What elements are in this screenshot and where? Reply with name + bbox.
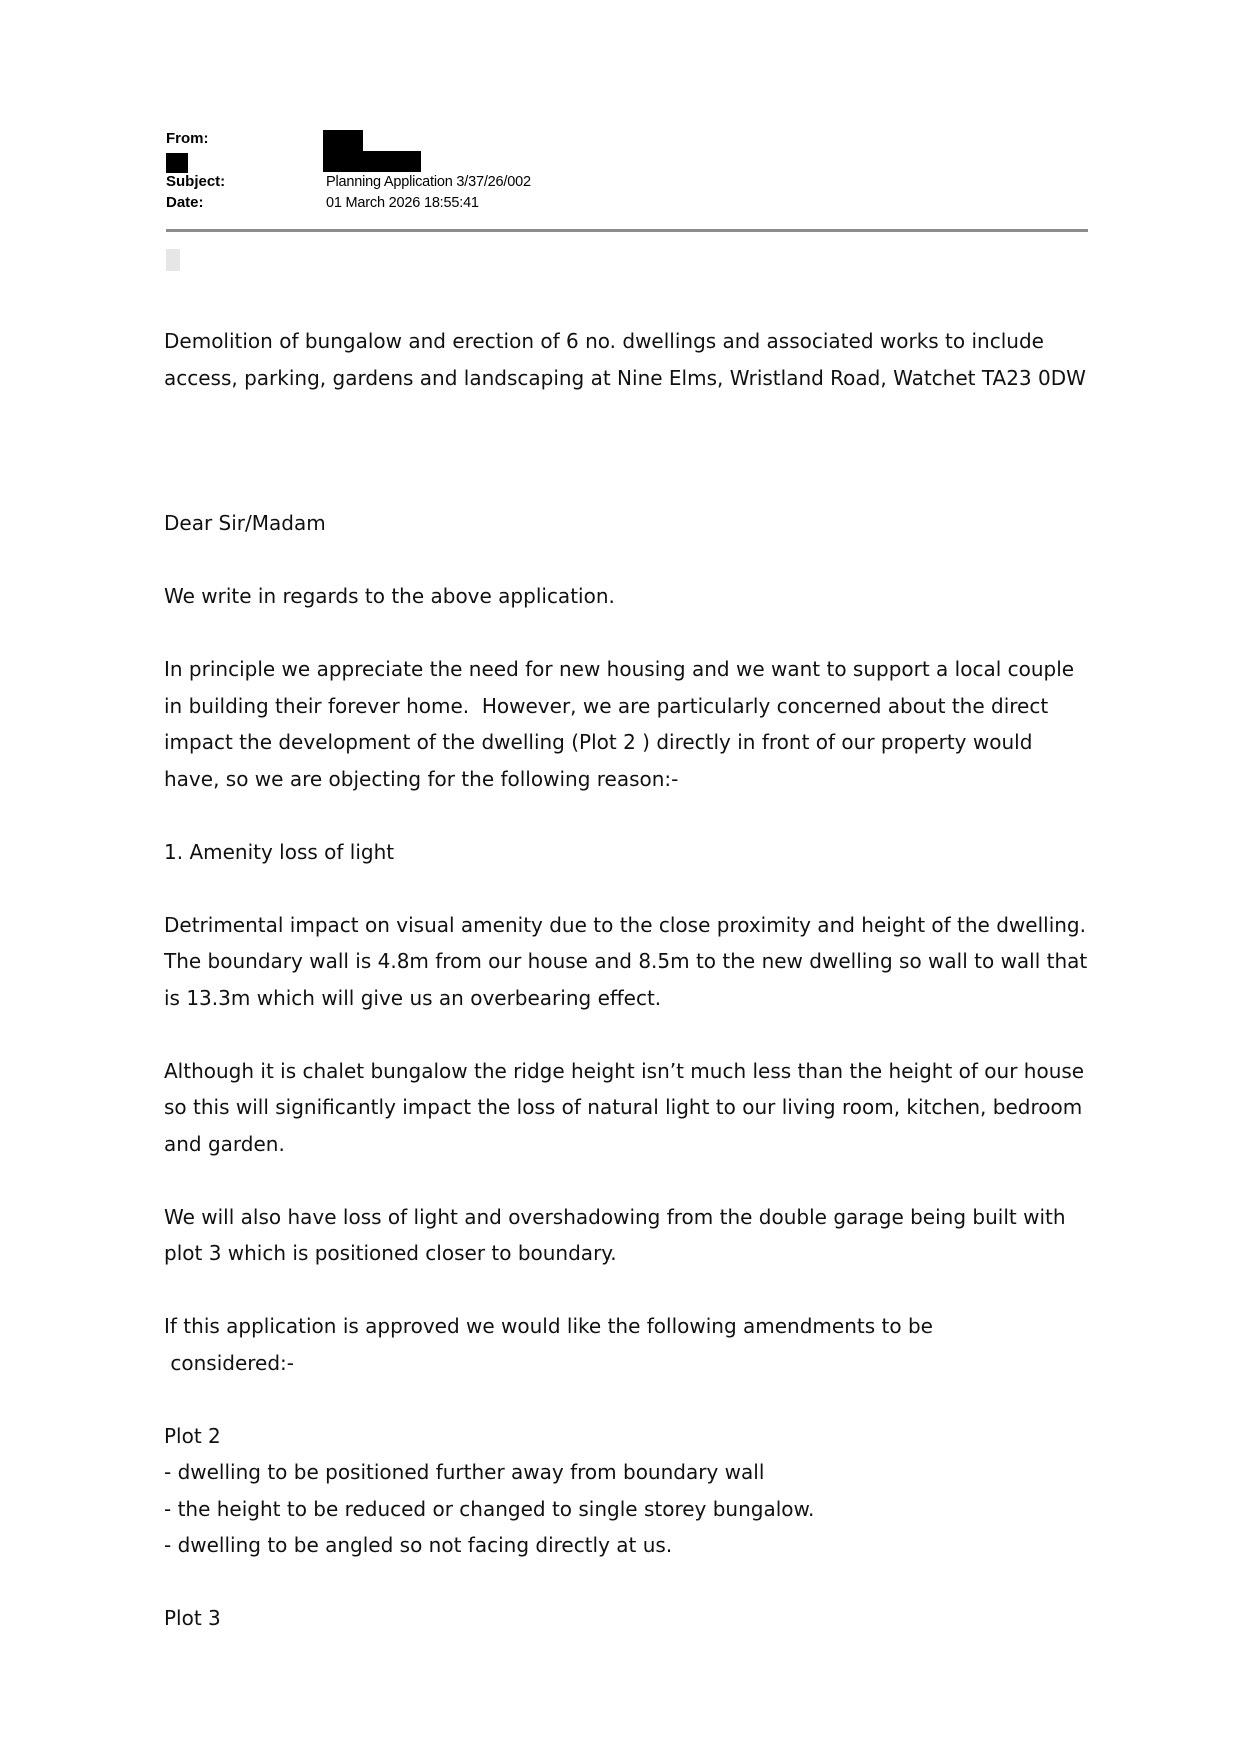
email-header xyxy=(166,130,1088,234)
plot2-heading: Plot 2 xyxy=(164,1423,221,1448)
proposal-description: Demolition of bungalow and erection of 6 no. dwellings and associated works to include access, parking, gardens and landscaping at Nine Elms, Wristland Road, Watchet TA23 0DW xyxy=(164,329,1086,390)
from-label: From: xyxy=(166,130,209,147)
plot2-item: - the height to be reduced or changed to single storey bungalow. xyxy=(164,1496,815,1521)
reason-paragraph-2: Although it is chalet bungalow the ridge height isn’t much less than the height of our house so this will significantly impact the loss of natural light to our living room, kitchen, bedroom and garden. xyxy=(164,1058,1091,1156)
plot2-item: - dwelling to be angled so not facing directly at us. xyxy=(164,1533,673,1557)
subject-value: Planning Application 3/37/26/002 xyxy=(326,174,531,190)
intro-paragraph: We write in regards to the above application. xyxy=(164,584,615,608)
redacted-sender-address xyxy=(323,151,421,172)
principle-paragraph: In principle we appreciate the need for new housing and we want to support a local couple in building their forever home. However, we are particularly concerned about the direct impact the development of the dwelling (Plot 2 ) directly in front of our property would have, so we are objecting for the following reason:- xyxy=(164,657,1081,791)
letter-body xyxy=(164,323,1094,1637)
salutation: Dear Sir/Madam xyxy=(164,511,326,535)
date-value: 01 March 2026 18:55:41 xyxy=(326,195,479,211)
subject-label: Subject: xyxy=(166,173,226,190)
header-divider xyxy=(166,229,1088,232)
date-label: Date: xyxy=(166,194,204,211)
redacted-sender-block xyxy=(323,130,363,152)
redacted-to-block xyxy=(166,153,188,173)
reason-heading: 1. Amenity loss of light xyxy=(164,839,395,864)
amendments-intro-line-2: considered:- xyxy=(164,1350,294,1375)
reason-paragraph-3: We will also have loss of light and overshadowing from the double garage being built with plot 3 which is positioned closer to boundary. xyxy=(164,1204,1072,1265)
plot2-item: - dwelling to be positioned further away from boundary wall xyxy=(164,1460,765,1484)
reason-paragraph-1: Detrimental impact on visual amenity due to the close proximity and height of the dwelling. The boundary wall is 4.8m from our house and 8.5m to the new dwelling so wall to wall that is 13.3m which will give us an overbearing effect. xyxy=(164,912,1094,1010)
amendments-intro-line-1: If this application is approved we would like the following amendments to be xyxy=(164,1314,933,1338)
attachment-placeholder xyxy=(166,249,180,271)
plot3-heading: Plot 3 xyxy=(164,1606,221,1630)
